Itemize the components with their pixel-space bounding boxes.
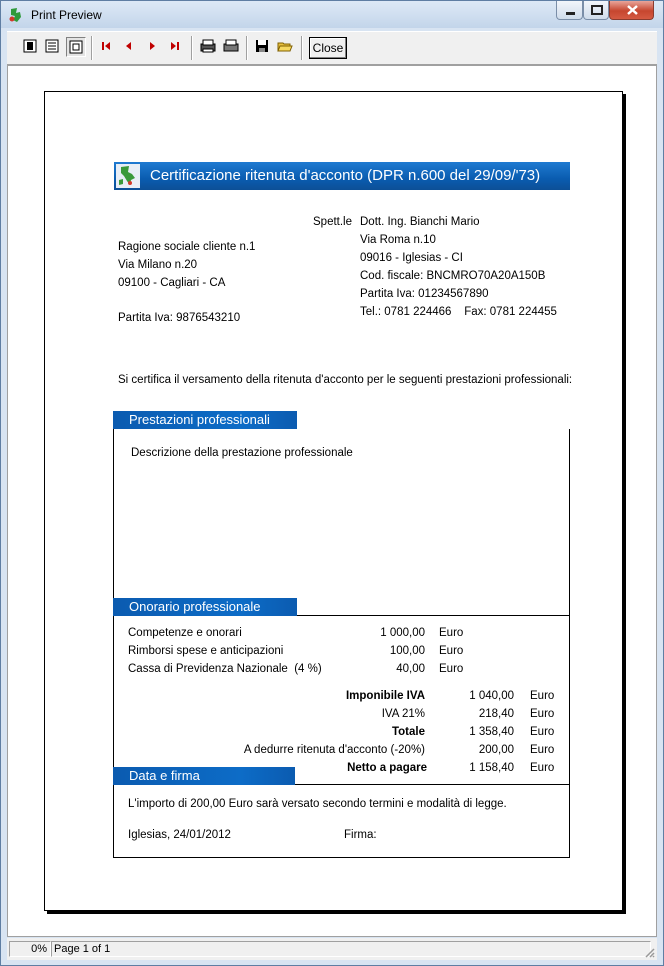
total-amount: 218,40 [478,708,514,720]
print-icon [222,38,240,54]
signature-label: Firma: [344,829,377,841]
last-page-button[interactable] [166,37,186,57]
total-label: Netto a pagare [347,762,427,774]
fee-label: Competenze e onorari [128,627,242,639]
resize-grip-icon[interactable] [643,946,655,958]
intro-text: Si certifica il versamento della ritenuta d'acconto per le seguenti prestazioni professionali: [118,374,573,386]
toolbar-separator [191,36,193,60]
recipient-name: Dott. Ing. Bianchi Mario [360,216,480,228]
recipient-city: 09016 - Iglesias - CI [360,252,463,264]
section-onorario-rule [297,615,570,616]
italy-map-icon [116,164,140,188]
client-vat: Partita Iva: 9876543210 [118,312,241,324]
right-border [569,429,570,857]
total-label: A dedurre ritenuta d'acconto (-20%) [243,744,425,756]
save-button[interactable] [253,37,273,57]
zoom-indicator: 0% [9,941,51,957]
printer-setup-icon [199,38,217,54]
status-bar [7,938,657,960]
recipient-address: Via Roma n.10 [360,234,436,246]
fee-label: Cassa di Previdenza Nazionale (4 %) [128,663,322,675]
toolbar-separator [301,36,303,60]
multi-page-icon [44,38,60,54]
recipient-tax-code: Cod. fiscale: BNCMRO70A20A150B [360,270,546,282]
first-page-button[interactable] [97,37,117,57]
section-prestazioni [113,411,297,429]
window-title: Print Preview [31,8,102,22]
section-data-firma-rule [295,784,570,785]
print-button[interactable] [221,37,241,57]
total-currency: Euro [530,690,555,702]
maximize-icon [584,1,610,20]
section-onorario-label: Onorario professionale [129,599,261,614]
fit-page-icon [68,39,84,55]
toolbar-separator [91,36,93,60]
close-window-button[interactable] [609,1,654,20]
preview-viewport[interactable] [7,65,657,937]
open-button[interactable] [276,37,296,57]
client-city: 09100 - Cagliari - CA [118,277,226,289]
total-label: Totale [391,726,425,738]
section-prestazioni-label: Prestazioni professionali [129,412,270,427]
payment-note: L'importo di 200,00 Euro sarà versato secondo termini e modalità di legge. [128,798,507,810]
left-border [113,429,114,857]
recipient-vat: Partita Iva: 01234567890 [360,288,489,300]
fee-currency: Euro [439,663,464,675]
fee-amount: 40,00 [396,663,425,675]
total-currency: Euro [530,708,555,720]
prev-page-button[interactable] [120,37,140,57]
next-page-button[interactable] [143,37,163,57]
recipient-phone: Tel.: 0781 224466 Fax: 0781 224455 [360,306,557,318]
section-data-firma-label: Data e firma [129,768,200,783]
single-page-button[interactable] [21,37,41,57]
printer-setup-button[interactable] [198,37,218,57]
total-amount: 200,00 [478,744,514,756]
total-label: Imponibile IVA [345,690,425,702]
single-page-icon [22,38,38,54]
close-icon [610,1,655,20]
total-currency: Euro [530,762,555,774]
section-onorario [113,598,297,616]
maximize-button[interactable] [583,1,609,20]
total-currency: Euro [530,726,555,738]
fee-amount: 100,00 [389,645,425,657]
page-indicator: Page 1 of 1 [51,941,651,957]
total-amount: 1 040,00 [469,690,514,702]
fee-label: Rimborsi spese e anticipazioni [128,645,284,657]
prev-page-icon [121,38,137,54]
minimize-icon [557,1,584,20]
total-currency: Euro [530,744,555,756]
save-icon [254,38,270,54]
next-page-icon [144,38,160,54]
app-icon [8,7,24,23]
fee-amount: 1 000,00 [380,627,425,639]
minimize-button[interactable] [556,1,583,20]
client-name: Ragione sociale cliente n.1 [118,241,256,253]
last-page-icon [167,38,183,54]
client-address: Via Milano n.20 [118,259,198,271]
total-label: IVA 21% [381,708,425,720]
first-page-icon [98,38,114,54]
close-button[interactable]: Close [309,37,347,59]
open-folder-icon [277,38,293,54]
total-amount: 1 158,40 [469,762,514,774]
fee-currency: Euro [439,627,464,639]
place-date: Iglesias, 24/01/2012 [128,829,231,841]
toolbar-separator [246,36,248,60]
document-title: Certificazione ritenuta d'acconto (DPR n.600 del 29/09/'73) [150,167,541,184]
spett-label: Spett.le [313,216,352,228]
toolbar [7,31,657,65]
title-bar[interactable] [1,1,663,28]
bottom-border [113,857,570,858]
fee-currency: Euro [439,645,464,657]
section-data-firma [113,767,295,785]
total-amount: 1 358,40 [469,726,514,738]
document-page [44,91,623,911]
document-banner [114,162,570,190]
fit-page-button[interactable] [66,37,86,57]
multi-page-button[interactable] [43,37,63,57]
service-description: Descrizione della prestazione professionale [131,447,353,459]
